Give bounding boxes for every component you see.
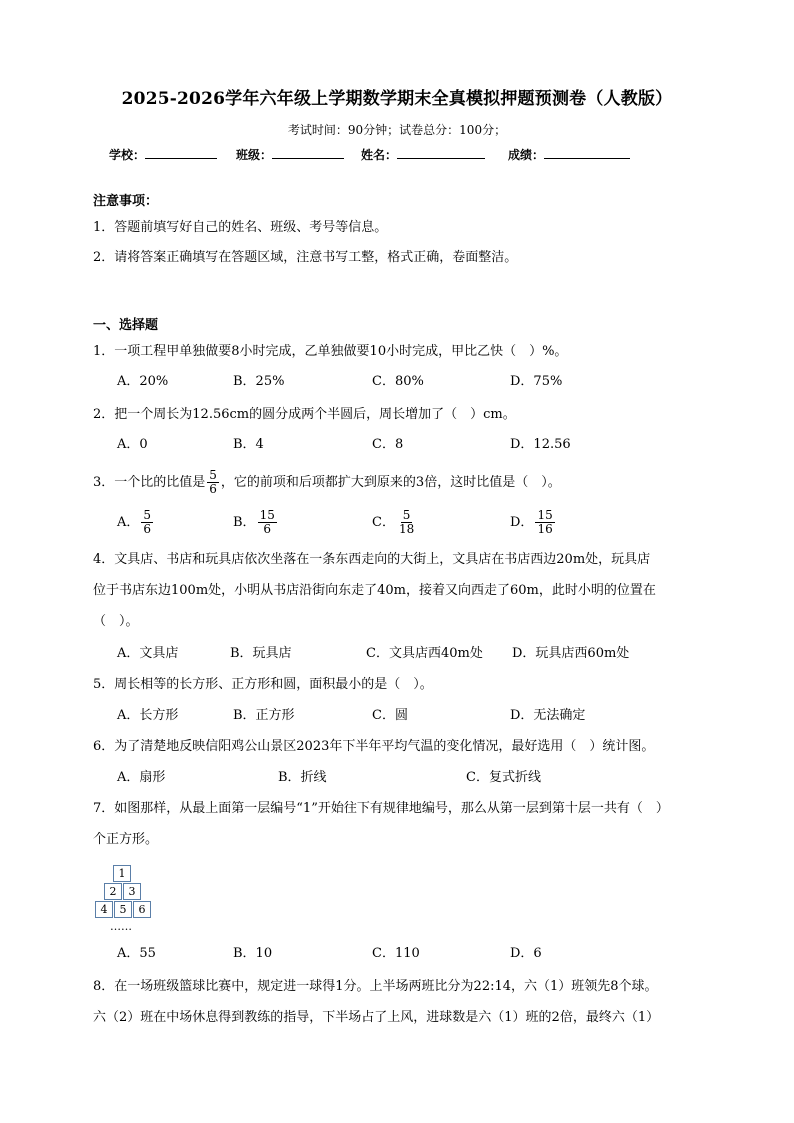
option[interactable] bbox=[510, 507, 557, 539]
name-blank[interactable] bbox=[397, 146, 485, 159]
option[interactable]: C．8 bbox=[372, 437, 404, 452]
option-label: B． bbox=[233, 515, 256, 530]
ellipsis: …… bbox=[110, 920, 132, 933]
square-cell: 4 bbox=[95, 901, 113, 918]
option[interactable]: B．25% bbox=[233, 374, 285, 389]
score-field bbox=[508, 146, 630, 163]
fraction-numerator: 5 bbox=[143, 508, 152, 522]
fraction-numerator: 15 bbox=[537, 508, 553, 522]
option[interactable]: A．文具店 bbox=[117, 646, 179, 661]
question-line: 8．在一场班级篮球比赛中，规定进一球得1分。上半场两班比分为22:14，六（1）班领先8个球。 bbox=[93, 979, 658, 994]
option[interactable]: A．55 bbox=[117, 946, 156, 961]
question-text: 3．一个比的比值是 bbox=[93, 475, 206, 490]
fraction bbox=[141, 509, 153, 536]
square-cell: 3 bbox=[123, 883, 141, 900]
option[interactable]: C．110 bbox=[372, 946, 420, 961]
question-text: ，它的前项和后项都扩大到原来的3倍，这时比值是（ ）。 bbox=[220, 475, 561, 490]
notes-heading: 注意事项： bbox=[93, 194, 159, 209]
option[interactable]: A．20% bbox=[117, 374, 169, 389]
fraction-denominator: 18 bbox=[398, 522, 415, 536]
fraction-denominator: 6 bbox=[263, 522, 272, 536]
name-label: 姓名： bbox=[361, 148, 398, 162]
option[interactable]: A．0 bbox=[117, 437, 148, 452]
option[interactable]: D．玩具店西60m处 bbox=[512, 646, 630, 661]
square-cell: 6 bbox=[133, 901, 151, 918]
class-field bbox=[236, 146, 344, 163]
class-label: 班级： bbox=[236, 148, 273, 162]
option-label: D． bbox=[510, 515, 534, 530]
section-heading: 一、选择题 bbox=[93, 318, 159, 333]
question-stem: 1．一项工程甲单独做要8小时完成，乙单独做要10小时完成，甲比乙快（ ）%。 bbox=[93, 344, 568, 359]
name-field bbox=[361, 146, 485, 163]
exam-title: 2025-2026学年六年级上学期数学期末全真模拟押题预测卷（人教版） bbox=[121, 89, 673, 109]
option-label: C． bbox=[372, 515, 395, 530]
option[interactable]: B．正方形 bbox=[233, 708, 295, 723]
square-cell: 2 bbox=[104, 883, 122, 900]
school-field bbox=[109, 146, 217, 163]
option[interactable]: B．10 bbox=[233, 946, 273, 961]
option[interactable]: D．12.56 bbox=[510, 437, 571, 452]
option[interactable] bbox=[117, 507, 155, 539]
fraction bbox=[258, 509, 277, 536]
school-blank[interactable] bbox=[145, 146, 217, 159]
option[interactable]: D．6 bbox=[510, 946, 542, 961]
square-cell: 1 bbox=[113, 865, 131, 882]
option[interactable]: C．复式折线 bbox=[466, 770, 541, 785]
note-item: 1．答题前填写好自己的姓名、班级、考号等信息。 bbox=[93, 220, 388, 235]
option[interactable]: A．扇形 bbox=[117, 770, 166, 785]
fraction-denominator: 16 bbox=[537, 522, 553, 536]
school-label: 学校： bbox=[109, 148, 146, 162]
question-line: 位于书店东边100m处，小明从书店沿街向东走了40m，接着又向西走了60m，此时小明的位置在 bbox=[93, 583, 656, 598]
option[interactable]: C．文具店西40m处 bbox=[366, 646, 483, 661]
question-line: 4．文具店、书店和玩具店依次坐落在一条东西走向的大街上，文具店在书店西边20m处，玩具店 bbox=[93, 552, 651, 567]
question-stem: 5．周长相等的长方形、正方形和圆，面积最小的是（ ）。 bbox=[93, 677, 433, 692]
option[interactable]: D．75% bbox=[510, 374, 563, 389]
question-line: 六（2）班在中场休息得到教练的指导，下半场占了上风，进球数是六（1）班的2倍，最终六（1） bbox=[93, 1010, 660, 1025]
square-cell: 5 bbox=[114, 901, 132, 918]
fraction bbox=[397, 509, 416, 536]
option[interactable] bbox=[372, 507, 418, 539]
fraction bbox=[535, 509, 554, 536]
question-line: 个正方形。 bbox=[93, 832, 159, 847]
option-label: A． bbox=[117, 515, 140, 530]
option[interactable]: B．折线 bbox=[278, 770, 327, 785]
question-stem: 2．把一个周长为12.56cm的圆分成两个半圆后，周长增加了（ ）cm。 bbox=[93, 407, 516, 422]
note-item: 2．请将答案正确填写在答题区域，注意书写工整，格式正确，卷面整洁。 bbox=[93, 250, 518, 265]
option[interactable] bbox=[233, 507, 279, 539]
question-stem: 6．为了清楚地反映信阳鸡公山景区2023年下半年平均气温的变化情况，最好选用（ ）统计图。 bbox=[93, 739, 655, 754]
option[interactable]: B．玩具店 bbox=[230, 646, 292, 661]
option[interactable]: C．80% bbox=[372, 374, 424, 389]
option[interactable]: D．无法确定 bbox=[510, 708, 586, 723]
option[interactable]: B．4 bbox=[233, 437, 264, 452]
fraction-numerator: 15 bbox=[259, 508, 275, 522]
question-line: （ ）。 bbox=[93, 614, 139, 629]
fraction-denominator: 6 bbox=[209, 482, 217, 496]
question-line: 7．如图那样，从最上面第一层编号“1”开始往下有规律地编号，那么从第一层到第十层一共有（ ） bbox=[93, 801, 669, 816]
option[interactable]: A．长方形 bbox=[117, 708, 179, 723]
exam-subtitle: 考试时间：90分钟；试卷总分：100分； bbox=[287, 123, 507, 137]
fraction-numerator: 5 bbox=[402, 508, 411, 522]
question-stem bbox=[93, 469, 561, 496]
fraction bbox=[207, 469, 219, 496]
score-blank[interactable] bbox=[544, 146, 630, 159]
option[interactable]: C．圆 bbox=[372, 708, 408, 723]
fraction-numerator: 5 bbox=[209, 468, 217, 482]
fraction-denominator: 6 bbox=[143, 522, 152, 536]
class-blank[interactable] bbox=[272, 146, 344, 159]
score-label: 成绩： bbox=[508, 148, 545, 162]
